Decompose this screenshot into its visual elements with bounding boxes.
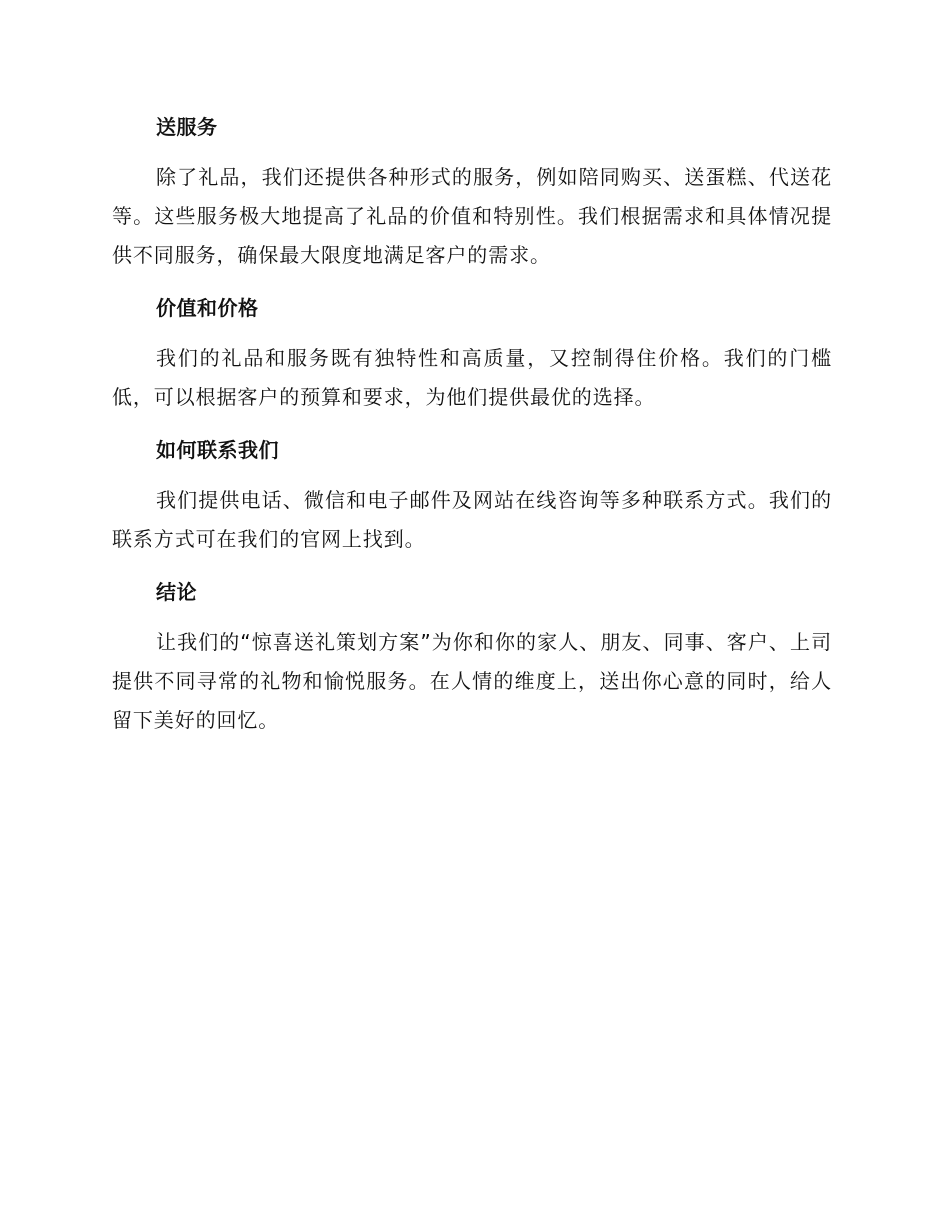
- section-heading-value-price: 价值和价格: [156, 296, 259, 320]
- document-page: [112, 108, 832, 754]
- section-body-service: 除了礼品，我们还提供各种形式的服务，例如陪同购买、送蛋糕、代送花等。这些服务极大地提高了礼品的价值和特别性。我们根据需求和具体情况提供不同服务，确保最大限度地满足客户的需求。: [112, 165, 832, 267]
- section-body-contact: 我们提供电话、微信和电子邮件及网站在线咨询等多种联系方式。我们的联系方式可在我们的官网上找到。: [112, 488, 832, 551]
- section-heading-contact: 如何联系我们: [156, 438, 279, 462]
- section-heading-service: 送服务: [156, 115, 218, 139]
- section-heading-conclusion: 结论: [156, 580, 197, 604]
- section-body-conclusion: 让我们的“惊喜送礼策划方案”为你和你的家人、朋友、同事、客户、上司提供不同寻常的礼物和愉悦服务。在人情的维度上，送出你心意的同时，给人留下美好的回忆。: [112, 630, 832, 732]
- section-body-value-price: 我们的礼品和服务既有独特性和高质量，又控制得住价格。我们的门槛低，可以根据客户的预算和要求，为他们提供最优的选择。: [112, 346, 832, 409]
